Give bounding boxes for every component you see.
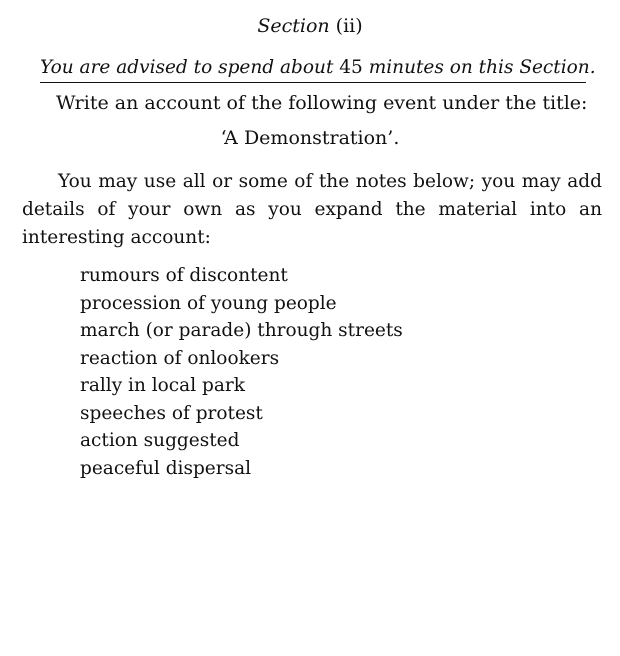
note-item: action suggested: [80, 430, 240, 451]
note-item: rally in local park: [80, 375, 245, 396]
note-item: speeches of protest: [80, 402, 263, 424]
section-heading: [0, 14, 620, 38]
note-item: march (or parade) through streets: [80, 320, 403, 341]
section-number: (ii): [335, 15, 363, 37]
note-item: rumours of discontent: [80, 265, 288, 286]
note-item: procession of young people: [80, 292, 337, 314]
time-advice-after: minutes on this Section.: [362, 57, 596, 78]
guidance-paragraph: You may use all or some of the notes below; you may add details of your own as you expand the material into an interesting account:: [22, 171, 602, 248]
note-item: reaction of onlookers: [80, 347, 280, 369]
note-item: peaceful dispersal: [80, 457, 252, 479]
event-title: ‘A Demonstration’.: [220, 127, 400, 149]
time-advice: [40, 56, 596, 80]
section-label: Section: [257, 15, 330, 37]
instruction-text: Write an account of the following event under the title:: [56, 92, 588, 114]
time-advice-minutes: 45: [339, 57, 363, 78]
time-advice-before: You are advised to spend about: [40, 57, 340, 78]
underline-rule: [40, 82, 586, 83]
notes-list: [80, 262, 403, 482]
